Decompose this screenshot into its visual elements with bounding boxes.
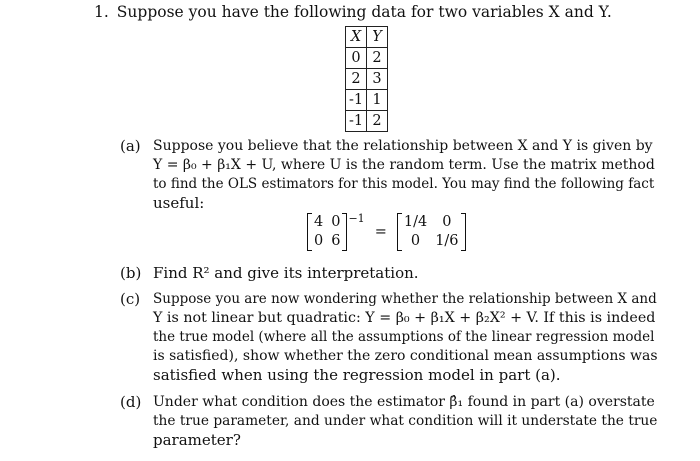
data-table [345,26,388,132]
matrix-entry: 0 [442,214,452,230]
table-cell: 2 [367,111,388,132]
table-cell: 1 [367,90,388,111]
matrix-left [307,213,347,251]
part-d-line: the true parameter, and under what condition will it understate the true [153,413,658,429]
matrix-entry: 6 [331,233,341,249]
inverse-exponent: −1 [348,211,365,225]
part-a-line: to find the OLS estimators for this model. You may find the following fact [153,176,655,192]
part-a-line: Suppose you believe that the relationship between X and Y is given by [153,138,653,154]
part-d-line: Under what condition does the estimator β̂₁ found in part (a) overstate [153,394,655,410]
table-header-y: Y [367,27,388,48]
part-b-text [153,264,660,283]
part-a-line: Y = β₀ + β₁X + U, where U is the random term. Use the matrix method [153,157,655,173]
table-row [346,69,388,90]
matrix-entry: 0 [410,233,421,249]
table-cell: 3 [367,69,388,90]
part-c-text [153,290,660,385]
part-b-line: Find R² and give its interpretation. [153,264,419,282]
table-row [346,111,388,132]
table-cell: -1 [346,111,367,132]
part-a-label: (a) [120,137,141,155]
matrix-entry: 4 [314,214,324,230]
matrix-entry: 1/6 [435,233,459,249]
part-a-line: useful: [153,194,205,212]
table-cell: -1 [346,90,367,111]
part-b-label: (b) [120,264,142,282]
question-header [94,2,612,22]
part-d [120,393,660,450]
part-c-line: Y is not linear but quadratic: Y = β₀ + β₁X + β₂X² + V. If this is indeed [153,310,656,326]
table-header-x: X [346,27,367,48]
table-cell: 2 [346,69,367,90]
question-intro: Suppose you have the following data for two variables X and Y. [116,3,612,21]
part-c-line: the true model (where all the assumptions of the linear regression model [153,329,655,345]
part-d-text [153,393,660,450]
part-c [120,290,660,385]
part-c-line: is satisfied), show whether the zero conditional mean assumptions was [153,348,658,364]
part-c-line: Suppose you are now wondering whether the relationship between X and [153,291,657,307]
table-row [346,48,388,69]
part-a [120,137,660,213]
table-cell: 0 [346,48,367,69]
table-row [346,90,388,111]
part-c-line: satisfied when using the regression model in part (a). [153,366,561,384]
matrix-inverse-equation [307,212,466,252]
matrix-entry: 1/4 [403,214,428,230]
table-header-row [346,27,388,48]
part-b [120,264,660,283]
table-cell: 2 [367,48,388,69]
part-d-line: parameter? [153,431,241,449]
part-a-text [153,137,660,213]
part-c-label: (c) [120,290,141,308]
matrix-entry: 0 [331,214,341,230]
matrix-entry: 0 [314,233,324,249]
equals-sign: = [374,224,387,240]
question-number: 1. [94,3,109,21]
part-d-label: (d) [120,393,142,411]
matrix-right [397,213,466,251]
